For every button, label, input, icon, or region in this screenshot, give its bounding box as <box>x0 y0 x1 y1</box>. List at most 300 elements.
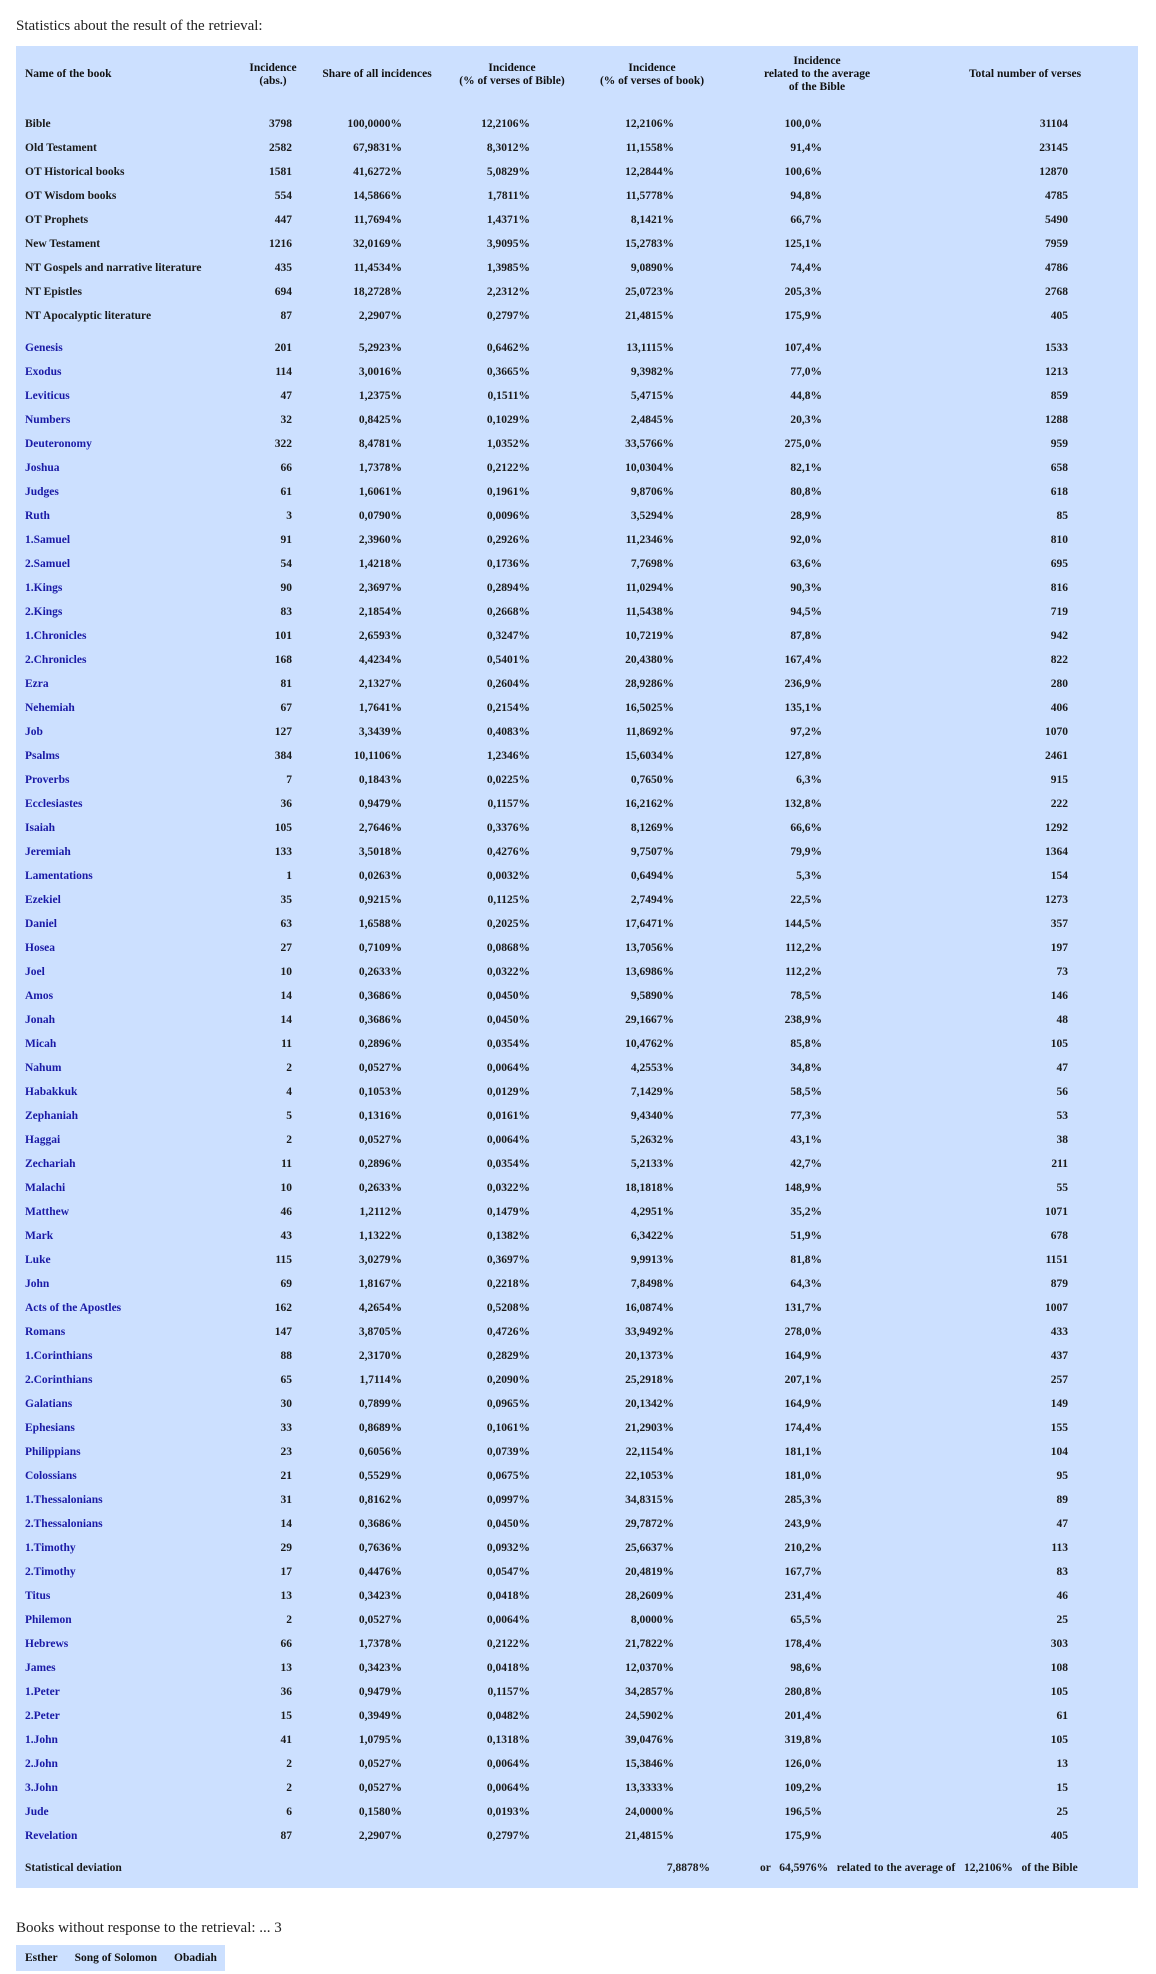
book-name-cell[interactable] <box>16 1128 234 1152</box>
pct-bible-cell: 1,0352% <box>486 438 530 450</box>
book-link-hosea[interactable]: Hosea <box>25 942 56 954</box>
pct-bible-cell: 0,0997% <box>486 1494 530 1506</box>
book-link-luke[interactable]: Luke <box>25 1254 51 1266</box>
pct-book-cell: 6,3422% <box>630 1230 674 1242</box>
missing-books-heading: Books without response to the retrieval: ... 3 <box>16 1920 282 1936</box>
book-link-acts-of-the-apostles[interactable]: Acts of the Apostles <box>25 1302 122 1314</box>
pct-book-cell: 9,4340% <box>630 1110 674 1122</box>
table-row <box>16 1560 1138 1584</box>
book-name-cell[interactable] <box>16 912 234 936</box>
book-link-1-thessalonians[interactable]: 1.Thessalonians <box>25 1494 103 1506</box>
book-name-cell[interactable] <box>16 864 234 888</box>
incidence-abs-cell: 88 <box>280 1350 292 1362</box>
total-verses-cell: 211 <box>1051 1158 1068 1170</box>
pct-bible-cell: 0,0225% <box>486 774 530 786</box>
book-name-cell[interactable] <box>16 1608 234 1632</box>
table-row <box>16 304 1138 328</box>
book-link-galatians[interactable]: Galatians <box>25 1398 73 1410</box>
book-name-cell[interactable] <box>16 1584 234 1608</box>
book-link-exodus[interactable]: Exodus <box>25 366 62 378</box>
pct-bible-cell: 0,0064% <box>486 1062 530 1074</box>
related-average-cell: 92,0% <box>790 534 822 546</box>
book-name-cell[interactable] <box>16 336 234 360</box>
book-name-cell[interactable] <box>16 744 234 768</box>
book-name-cell[interactable] <box>16 360 234 384</box>
book-name-cell[interactable] <box>16 1704 234 1728</box>
book-name-cell[interactable] <box>16 456 234 480</box>
book-link-2-kings[interactable]: 2.Kings <box>25 606 63 618</box>
table-row <box>16 912 1138 936</box>
book-name-cell[interactable] <box>16 720 234 744</box>
pct-book-cell: 11,1558% <box>625 142 674 154</box>
related-average-cell: 64,3% <box>790 1278 822 1290</box>
book-name-cell[interactable] <box>16 1200 234 1224</box>
related-average-cell: 148,9% <box>784 1182 822 1194</box>
pct-bible-cell: 1,4371% <box>486 214 530 226</box>
related-average-cell: 174,4% <box>784 1422 822 1434</box>
book-link-1-john[interactable]: 1.John <box>25 1734 58 1746</box>
pct-bible-cell: 0,1125% <box>487 894 530 906</box>
book-name-cell[interactable] <box>16 1512 234 1536</box>
book-link-philemon[interactable]: Philemon <box>25 1614 72 1626</box>
table-row <box>16 1584 1138 1608</box>
book-link-ezekiel[interactable]: Ezekiel <box>25 894 61 906</box>
book-name-cell[interactable] <box>16 1056 234 1080</box>
table-row <box>16 936 1138 960</box>
total-verses-cell: 47 <box>1056 1062 1068 1074</box>
pct-bible-cell: 0,0868% <box>486 942 530 954</box>
pct-book-cell: 17,6471% <box>625 918 674 930</box>
total-verses-cell: 13 <box>1056 1758 1068 1770</box>
book-name-cell[interactable] <box>16 888 234 912</box>
book-name-cell[interactable] <box>16 1752 234 1776</box>
pct-bible-cell: 12,2106% <box>481 118 530 130</box>
book-name-cell[interactable] <box>16 1296 234 1320</box>
book-name-cell[interactable] <box>16 960 234 984</box>
pct-book-cell: 33,9492% <box>625 1326 674 1338</box>
share-cell: 0,5529% <box>358 1470 402 1482</box>
total-verses-cell: 12870 <box>1039 166 1068 178</box>
pct-bible-cell: 0,0064% <box>486 1134 530 1146</box>
book-link-malachi[interactable]: Malachi <box>25 1182 66 1194</box>
book-link-zechariah[interactable]: Zechariah <box>25 1158 76 1170</box>
share-cell: 2,6593% <box>358 630 402 642</box>
related-average-cell: 6,3% <box>796 774 822 786</box>
total-verses-cell: 719 <box>1050 606 1068 618</box>
related-average-cell: 125,1% <box>784 238 822 250</box>
deviation-section <box>16 1848 1138 1888</box>
pct-bible-cell: 0,2025% <box>486 918 530 930</box>
total-verses-cell: 1213 <box>1045 366 1068 378</box>
book-link-proverbs[interactable]: Proverbs <box>25 774 70 786</box>
book-link-amos[interactable]: Amos <box>25 990 54 1002</box>
spacer-row <box>16 1880 1138 1888</box>
total-verses-cell: 197 <box>1050 942 1068 954</box>
book-link-zephaniah[interactable]: Zephaniah <box>25 1110 79 1122</box>
book-link-2-john[interactable]: 2.John <box>25 1758 58 1770</box>
related-average-cell: 74,4% <box>790 262 822 274</box>
total-verses-cell: 303 <box>1050 1638 1068 1650</box>
book-link-2-corinthians[interactable]: 2.Corinthians <box>25 1374 93 1386</box>
book-link-psalms[interactable]: Psalms <box>25 750 60 762</box>
total-verses-cell: 915 <box>1050 774 1068 786</box>
incidence-abs-cell: 201 <box>274 342 292 354</box>
pct-bible-cell: 0,1479% <box>486 1206 530 1218</box>
incidence-abs-cell: 83 <box>280 606 292 618</box>
book-link-2-thessalonians[interactable]: 2.Thessalonians <box>25 1518 103 1530</box>
table-row <box>16 456 1138 480</box>
pct-book-cell: 10,4762% <box>625 1038 674 1050</box>
results-page <box>16 0 1138 1971</box>
table-row <box>16 720 1138 744</box>
total-verses-cell: 1288 <box>1045 414 1068 426</box>
table-row <box>16 768 1138 792</box>
related-average-cell: 181,1% <box>784 1446 822 1458</box>
book-name-cell[interactable] <box>16 1224 234 1248</box>
related-average-cell: 236,9% <box>784 678 822 690</box>
book-name-cell[interactable] <box>16 1152 234 1176</box>
share-cell: 4,4234% <box>358 654 402 666</box>
share-cell: 3,0279% <box>358 1254 402 1266</box>
book-name-cell[interactable] <box>16 768 234 792</box>
total-verses-cell: 437 <box>1050 1350 1068 1362</box>
book-name-cell[interactable] <box>16 1320 234 1344</box>
book-name-cell[interactable] <box>16 1272 234 1296</box>
book-link-titus[interactable]: Titus <box>25 1590 51 1602</box>
book-name-cell[interactable] <box>16 1176 234 1200</box>
book-link-jude[interactable]: Jude <box>25 1806 49 1818</box>
related-average-cell: 144,5% <box>784 918 822 930</box>
book-name-cell[interactable] <box>16 1632 234 1656</box>
pct-book-cell: 5,2632% <box>630 1134 674 1146</box>
book-name-cell[interactable] <box>16 672 234 696</box>
book-link-joel[interactable]: Joel <box>25 966 45 978</box>
book-name-cell[interactable] <box>16 1800 234 1824</box>
pct-book-cell: 7,8498% <box>630 1278 674 1290</box>
table-row <box>16 864 1138 888</box>
book-link-1-samuel[interactable]: 1.Samuel <box>25 534 71 546</box>
book-name-cell[interactable] <box>16 504 234 528</box>
total-verses-cell: 618 <box>1050 486 1068 498</box>
book-link-philippians[interactable]: Philippians <box>25 1446 81 1458</box>
book-name-cell[interactable] <box>16 1080 234 1104</box>
book-link-1-peter[interactable]: 1.Peter <box>25 1686 60 1698</box>
pct-book-cell: 34,8315% <box>625 1494 674 1506</box>
table-row <box>16 1080 1138 1104</box>
total-verses-cell: 48 <box>1056 1014 1068 1026</box>
total-verses-cell: 105 <box>1050 1038 1068 1050</box>
book-name-cell[interactable] <box>16 1656 234 1680</box>
pct-book-cell: 34,2857% <box>625 1686 674 1698</box>
total-verses-cell: 810 <box>1050 534 1068 546</box>
total-verses-cell: 859 <box>1050 390 1068 402</box>
deviation-value: 7,8878% <box>666 1862 710 1874</box>
pct-bible-cell: 0,1382% <box>486 1230 530 1242</box>
book-name-cell[interactable] <box>16 1776 234 1800</box>
share-cell: 32,0169% <box>353 238 402 250</box>
table-row <box>16 744 1138 768</box>
book-name-cell[interactable] <box>16 600 234 624</box>
total-verses-cell: 83 <box>1056 1566 1068 1578</box>
share-cell: 1,2375% <box>358 390 402 402</box>
pct-book-cell: 0,6494% <box>630 870 674 882</box>
book-name-cell[interactable] <box>16 528 234 552</box>
book-link-nehemiah[interactable]: Nehemiah <box>25 702 75 714</box>
book-link-haggai[interactable]: Haggai <box>25 1134 61 1146</box>
pct-book-cell: 24,0000% <box>625 1806 674 1818</box>
pct-bible-cell: 0,0322% <box>486 1182 530 1194</box>
share-cell: 0,9479% <box>358 798 402 810</box>
book-link-1-kings[interactable]: 1.Kings <box>25 582 63 594</box>
book-link-leviticus[interactable]: Leviticus <box>25 390 70 402</box>
total-verses-cell: 149 <box>1050 1398 1068 1410</box>
share-cell: 0,9479% <box>358 1686 402 1698</box>
pct-bible-cell: 0,1961% <box>486 486 530 498</box>
related-average-cell: 94,8% <box>790 190 822 202</box>
book-link-1-timothy[interactable]: 1.Timothy <box>25 1542 76 1554</box>
book-name-cell[interactable] <box>16 984 234 1008</box>
pct-book-cell: 9,8706% <box>630 486 674 498</box>
pct-bible-cell: 0,2926% <box>486 534 530 546</box>
share-cell: 100,0000% <box>347 118 402 130</box>
book-name-cell[interactable] <box>16 1440 234 1464</box>
incidence-abs-cell: 6 <box>286 1806 292 1818</box>
book-link-2-chronicles[interactable]: 2.Chronicles <box>25 654 87 666</box>
incidence-abs-cell: 2 <box>286 1062 292 1074</box>
related-average-cell: 66,6% <box>790 822 822 834</box>
book-link-lamentations[interactable]: Lamentations <box>25 870 93 882</box>
incidence-abs-cell: 87 <box>280 1830 292 1842</box>
book-name-cell[interactable] <box>16 1008 234 1032</box>
incidence-abs-cell: 47 <box>280 390 292 402</box>
share-cell: 11,7694% <box>353 214 402 226</box>
total-verses-cell: 73 <box>1056 966 1068 978</box>
book-name-cell[interactable] <box>16 576 234 600</box>
related-average-cell: 79,9% <box>790 846 822 858</box>
share-cell: 1,8167% <box>358 1278 402 1290</box>
pct-book-cell: 4,2951% <box>630 1206 674 1218</box>
book-name-cell[interactable] <box>16 840 234 864</box>
incidence-abs-cell: 3 <box>286 510 292 522</box>
book-link-jonah[interactable]: Jonah <box>25 1014 56 1026</box>
book-link-isaiah[interactable]: Isaiah <box>25 822 56 834</box>
pct-bible-cell: 0,3247% <box>486 630 530 642</box>
pct-book-cell: 13,6986% <box>625 966 674 978</box>
related-average-cell: 135,1% <box>784 702 822 714</box>
related-average-cell: 28,9% <box>790 510 822 522</box>
book-link-mark[interactable]: Mark <box>25 1230 54 1242</box>
pct-bible-cell: 0,0354% <box>486 1158 530 1170</box>
book-link-james[interactable]: James <box>25 1662 56 1674</box>
book-name-cell[interactable] <box>16 552 234 576</box>
share-cell: 2,1327% <box>358 678 402 690</box>
book-name-cell[interactable] <box>16 1248 234 1272</box>
incidence-abs-cell: 101 <box>274 630 292 642</box>
book-link-ecclesiastes[interactable]: Ecclesiastes <box>25 798 83 810</box>
incidence-abs-cell: 11 <box>281 1038 292 1050</box>
incidence-abs-cell: 4 <box>286 1086 292 1098</box>
book-link-genesis[interactable]: Genesis <box>25 342 63 354</box>
pct-bible-cell: 0,0064% <box>486 1782 530 1794</box>
book-link-2-timothy[interactable]: 2.Timothy <box>25 1566 76 1578</box>
table-row <box>16 360 1138 384</box>
book-link-deuteronomy[interactable]: Deuteronomy <box>25 438 92 450</box>
share-cell: 1,2112% <box>359 1206 402 1218</box>
book-link-ruth[interactable]: Ruth <box>25 510 50 522</box>
book-name-cell[interactable] <box>16 1032 234 1056</box>
book-name-cell[interactable] <box>16 1728 234 1752</box>
related-average-cell: 90,3% <box>790 582 822 594</box>
pct-book-cell: 4,2553% <box>630 1062 674 1074</box>
book-name-cell[interactable] <box>16 1824 234 1848</box>
pct-bible-cell: 5,0829% <box>486 166 530 178</box>
deviation-related-text: or 64,5976% related to the average of 12,2106% of the Bible <box>760 1862 1078 1874</box>
book-link-hebrews[interactable]: Hebrews <box>25 1638 69 1650</box>
book-link-2-samuel[interactable]: 2.Samuel <box>25 558 71 570</box>
pct-book-cell: 25,0723% <box>625 286 674 298</box>
table-row <box>16 232 1138 256</box>
book-link-colossians[interactable]: Colossians <box>25 1470 77 1482</box>
incidence-abs-cell: 65 <box>280 1374 292 1386</box>
related-average-cell: 34,8% <box>790 1062 822 1074</box>
pct-bible-cell: 8,3012% <box>486 142 530 154</box>
book-link-jeremiah[interactable]: Jeremiah <box>25 846 71 858</box>
book-link-2-peter[interactable]: 2.Peter <box>25 1710 60 1722</box>
total-verses-cell: 15 <box>1056 1782 1068 1794</box>
book-link-revelation[interactable]: Revelation <box>25 1830 78 1842</box>
pct-book-cell: 16,5025% <box>625 702 674 714</box>
book-link-micah[interactable]: Micah <box>25 1038 57 1050</box>
related-average-cell: 22,5% <box>790 894 822 906</box>
share-cell: 0,3423% <box>358 1590 402 1602</box>
related-average-cell: 280,8% <box>784 1686 822 1698</box>
table-row <box>16 408 1138 432</box>
related-average-cell: 85,8% <box>790 1038 822 1050</box>
share-cell: 0,0527% <box>358 1758 402 1770</box>
book-name-cell[interactable] <box>16 1416 234 1440</box>
share-cell: 0,0527% <box>358 1782 402 1794</box>
book-link-matthew[interactable]: Matthew <box>25 1206 70 1218</box>
book-link-3-john[interactable]: 3.John <box>25 1782 58 1794</box>
table-row <box>16 1272 1138 1296</box>
pct-book-cell: 12,2106% <box>625 118 674 130</box>
book-link-daniel[interactable]: Daniel <box>25 918 57 930</box>
book-name-cell[interactable] <box>16 1560 234 1584</box>
book-name-cell[interactable] <box>16 1464 234 1488</box>
book-link-numbers[interactable]: Numbers <box>25 414 71 426</box>
book-name-cell[interactable] <box>16 936 234 960</box>
book-name-cell[interactable] <box>16 696 234 720</box>
share-cell: 5,2923% <box>358 342 402 354</box>
book-link-1-chronicles[interactable]: 1.Chronicles <box>25 630 87 642</box>
book-name-cell[interactable] <box>16 480 234 504</box>
incidence-abs-cell: 14 <box>280 1014 292 1026</box>
incidence-abs-cell: 41 <box>280 1734 292 1746</box>
pct-bible-cell: 0,2090% <box>486 1374 530 1386</box>
incidence-abs-cell: 168 <box>274 654 292 666</box>
pct-book-cell: 20,4380% <box>625 654 674 666</box>
book-link-joshua[interactable]: Joshua <box>25 462 60 474</box>
related-average-cell: 20,3% <box>790 414 822 426</box>
book-name-cell[interactable] <box>16 1488 234 1512</box>
table-row <box>16 1008 1138 1032</box>
related-average-cell: 175,9% <box>784 310 822 322</box>
pct-bible-cell: 0,0675% <box>486 1470 530 1482</box>
group-name-cell: NT Epistles <box>25 286 82 298</box>
book-link-1-corinthians[interactable]: 1.Corinthians <box>25 1350 93 1362</box>
related-average-cell: 196,5% <box>784 1806 822 1818</box>
book-name-cell[interactable] <box>16 432 234 456</box>
pct-bible-cell: 0,0418% <box>486 1590 530 1602</box>
book-link-habakkuk[interactable]: Habakkuk <box>25 1086 78 1098</box>
share-cell: 41,6272% <box>353 166 402 178</box>
total-verses-cell: 879 <box>1050 1278 1068 1290</box>
pct-bible-cell: 0,4726% <box>486 1326 530 1338</box>
book-name-cell[interactable] <box>16 816 234 840</box>
book-link-nahum[interactable]: Nahum <box>25 1062 62 1074</box>
book-name-cell[interactable] <box>16 1392 234 1416</box>
pct-book-cell: 15,3846% <box>625 1758 674 1770</box>
book-link-ephesians[interactable]: Ephesians <box>25 1422 75 1434</box>
book-name-cell[interactable] <box>16 1104 234 1128</box>
total-verses-cell: 7959 <box>1045 238 1068 250</box>
pct-bible-cell: 0,5401% <box>486 654 530 666</box>
pct-book-cell: 20,4819% <box>625 1566 674 1578</box>
spacer-row <box>16 1848 1138 1856</box>
book-name-cell[interactable] <box>16 408 234 432</box>
book-link-ezra[interactable]: Ezra <box>25 678 49 690</box>
table-row <box>16 184 1138 208</box>
table-row <box>16 696 1138 720</box>
book-name-cell[interactable] <box>16 1536 234 1560</box>
book-name-cell[interactable] <box>16 648 234 672</box>
book-link-romans[interactable]: Romans <box>25 1326 66 1338</box>
book-name-cell[interactable] <box>16 1680 234 1704</box>
incidence-abs-cell: 17 <box>280 1566 292 1578</box>
related-average-cell: 167,4% <box>784 654 822 666</box>
pct-bible-cell: 1,3985% <box>486 262 530 274</box>
table-row <box>16 1704 1138 1728</box>
total-verses-cell: 4785 <box>1045 190 1068 202</box>
book-link-job[interactable]: Job <box>25 726 43 738</box>
pct-book-cell: 12,0370% <box>625 1662 674 1674</box>
missing-book-song-of-solomon: Song of Solomon <box>74 1952 158 1964</box>
book-name-cell[interactable] <box>16 624 234 648</box>
book-link-john[interactable]: John <box>25 1278 50 1290</box>
book-name-cell[interactable] <box>16 792 234 816</box>
book-name-cell[interactable] <box>16 384 234 408</box>
book-name-cell[interactable] <box>16 1344 234 1368</box>
total-verses-cell: 357 <box>1050 918 1068 930</box>
missing-book-obadiah: Obadiah <box>174 1952 217 1964</box>
share-cell: 1,0795% <box>358 1734 402 1746</box>
total-verses-cell: 53 <box>1056 1110 1068 1122</box>
share-cell: 8,4781% <box>358 438 402 450</box>
related-average-cell: 94,5% <box>790 606 822 618</box>
related-average-cell: 58,5% <box>790 1086 822 1098</box>
pct-bible-cell: 0,0739% <box>486 1446 530 1458</box>
total-verses-cell: 695 <box>1050 558 1068 570</box>
share-cell: 11,4534% <box>353 262 402 274</box>
related-average-cell: 78,5% <box>790 990 822 1002</box>
book-link-judges[interactable]: Judges <box>25 486 59 498</box>
pct-bible-cell: 0,0450% <box>486 990 530 1002</box>
total-verses-cell: 23145 <box>1039 142 1068 154</box>
book-name-cell[interactable] <box>16 1368 234 1392</box>
pct-book-cell: 7,7698% <box>630 558 674 570</box>
pct-book-cell: 22,1154% <box>625 1446 674 1458</box>
table-row <box>16 1200 1138 1224</box>
